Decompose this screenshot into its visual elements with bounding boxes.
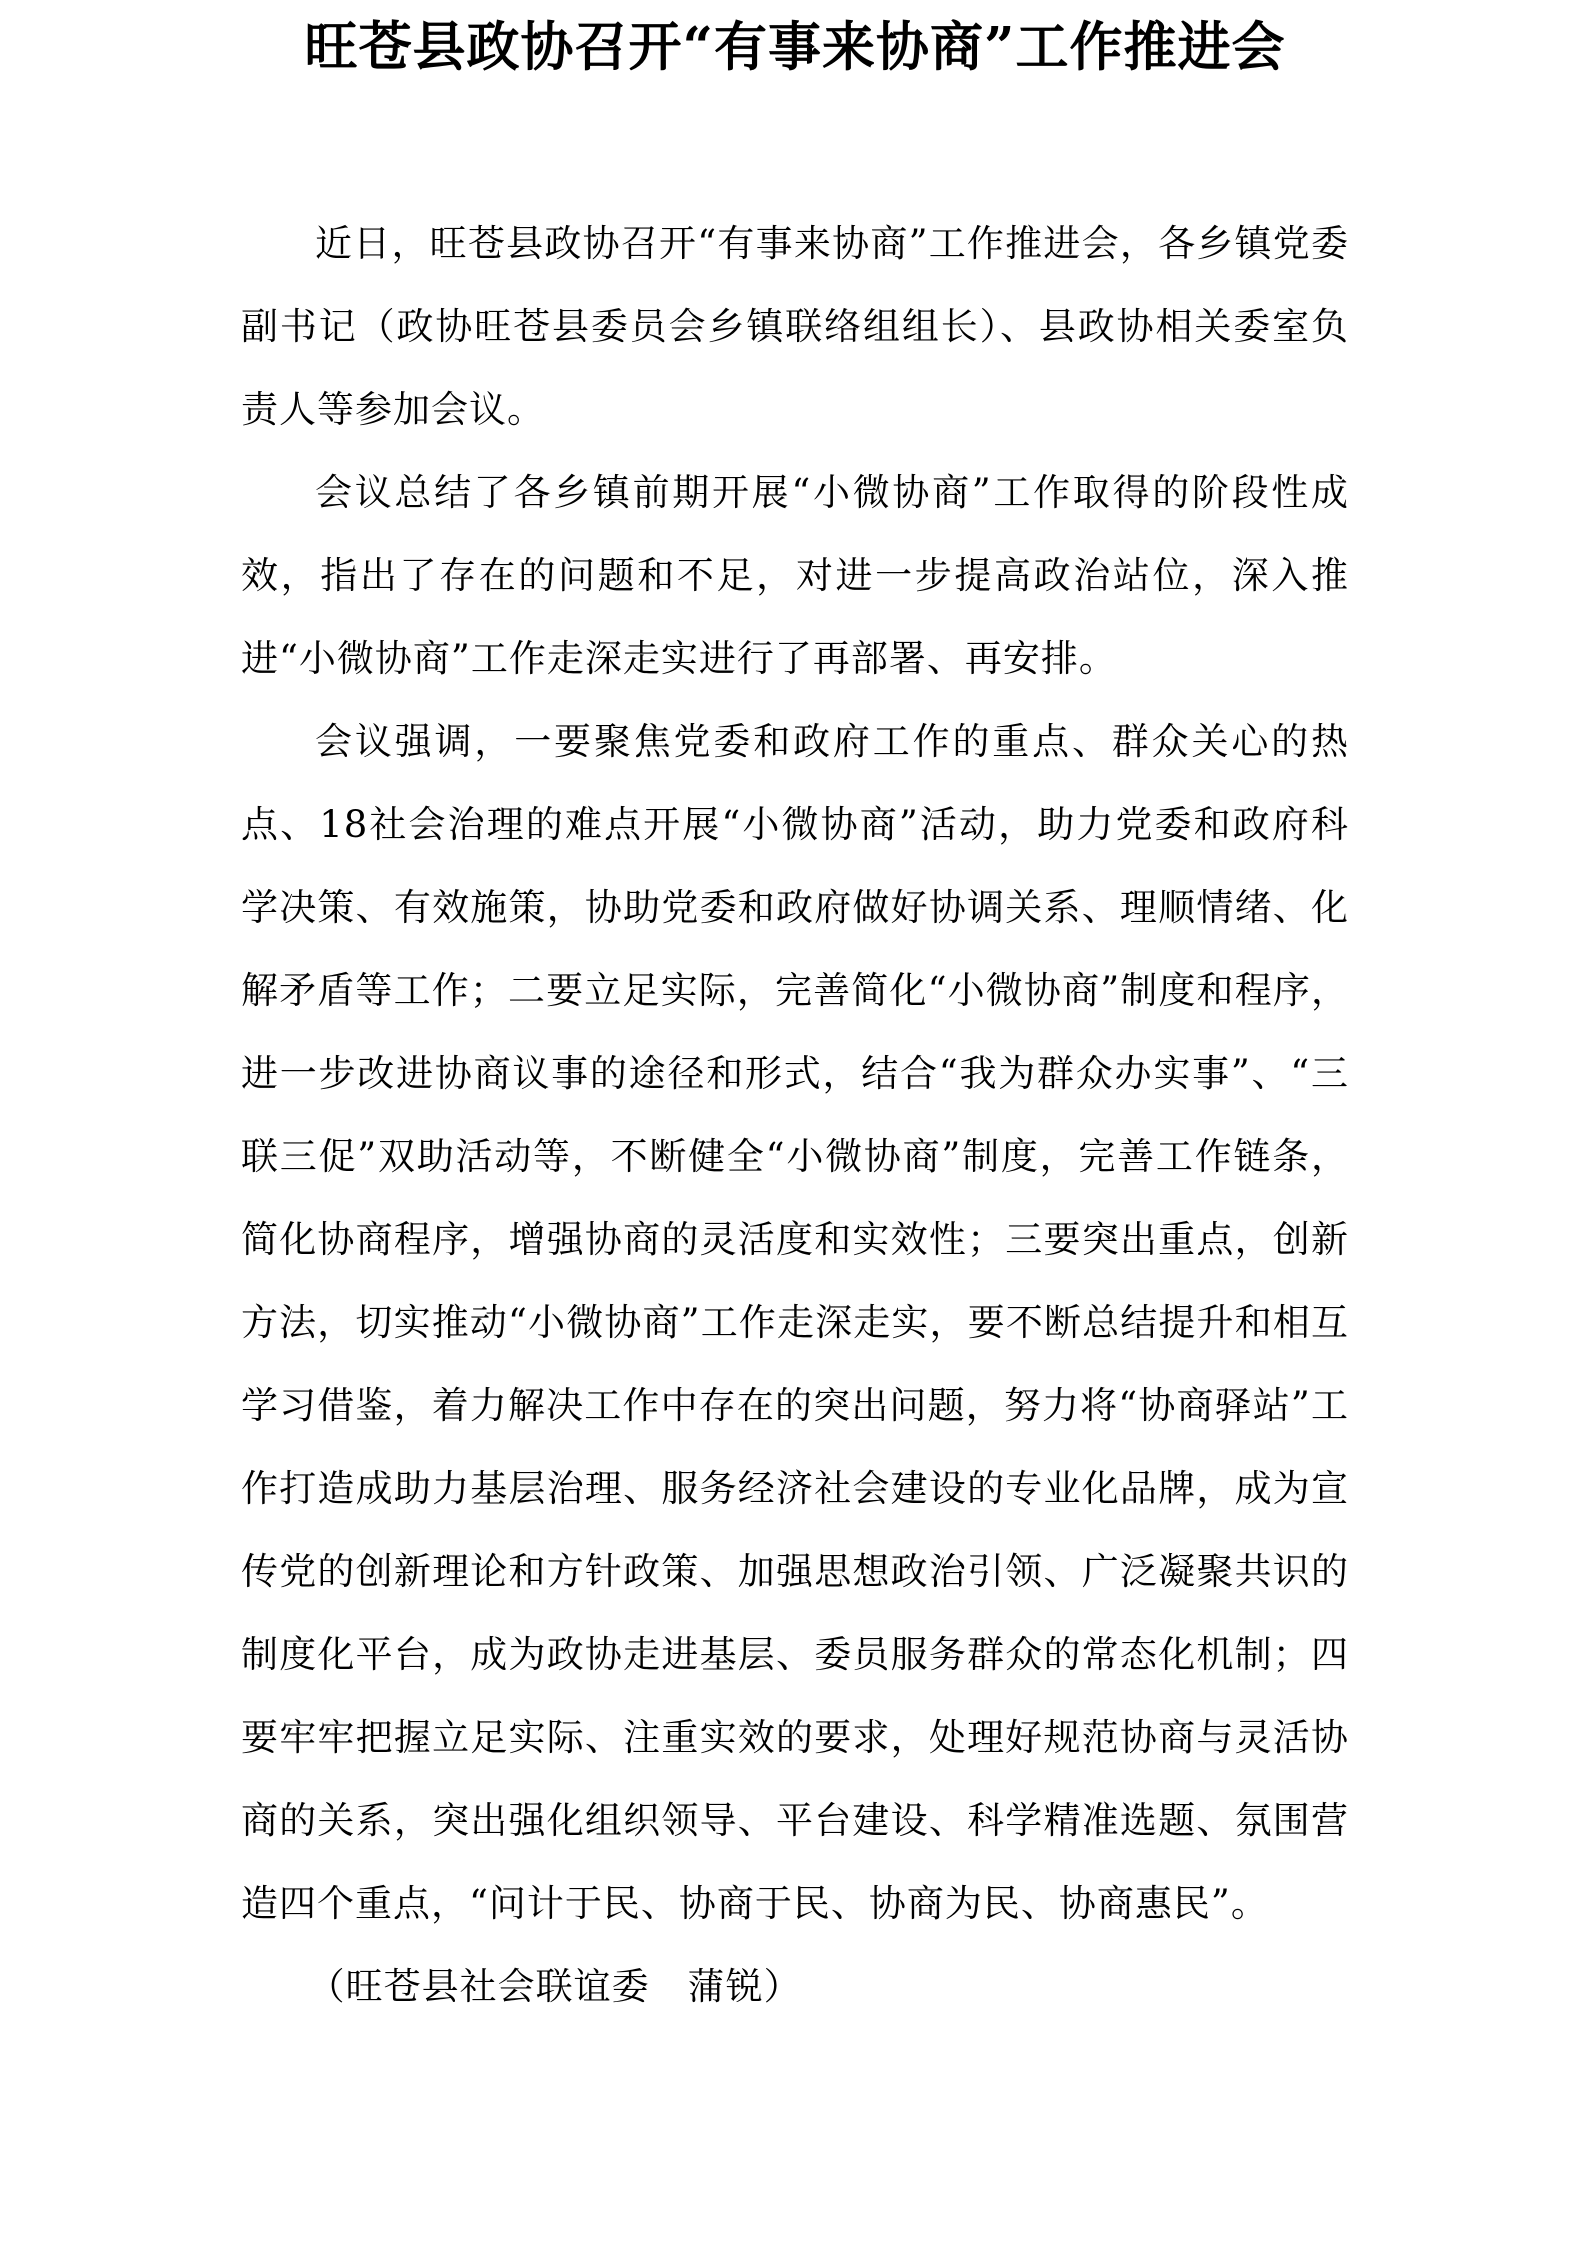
article-signature: （旺苍县社会联谊委 蒲锐） (307, 1965, 802, 2008)
article-body (241, 202, 1349, 1945)
article-title: 旺苍县政协召开“有事来协商”工作推进会 (304, 16, 1286, 78)
paragraph-1: 近日，旺苍县政协召开“有事来协商”工作推进会，各乡镇党委副书记（政协旺苍县委员会乡镇联络组组长）、县政协相关委室负责人等参加会议。 (241, 222, 1349, 431)
paragraph-3: 会议强调，一要聚焦党委和政府工作的重点、群众关心的热点、18社会治理的难点开展“小微协商”活动，助力党委和政府科学决策、有效施策，协助党委和政府做好协调关系、理顺情绪、化解矛盾等工作；二要立足实际，完善简化“小微协商”制度和程序，进一步改进协商议事的途径和形式，结合“我为群众办实事”、“三联三促”双助活动等，不断健全“小微协商”制度，完善工作链条，简化协商程序，增强协商的灵活度和实效性；三要突出重点，创新方法，切实推动“小微协商”工作走深走实，要不断总结提升和相互学习借鉴，着力解决工作中存在的突出问题，努力将“协商驿站”工作打造成助力基层治理、服务经济社会建设的专业化品牌，成为宣传党的创新理论和方针政策、加强思想政治引领、广泛凝聚共识的制度化平台，成为政协走进基层、委员服务群众的常态化机制；四要牢牢把握立足实际、注重实效的要求，处理好规范协商与灵活协商的关系，突出强化组织领导、平台建设、科学精准选题、氛围营造四个重点，“问计于民、协商于民、协商为民、协商惠民”。 (241, 720, 1349, 1925)
document-page (241, 0, 1349, 2028)
paragraph-2: 会议总结了各乡镇前期开展“小微协商”工作取得的阶段性成效，指出了存在的问题和不足，对进一步提高政治站位，深入推进“小微协商”工作走深走实进行了再部署、再安排。 (241, 471, 1349, 680)
